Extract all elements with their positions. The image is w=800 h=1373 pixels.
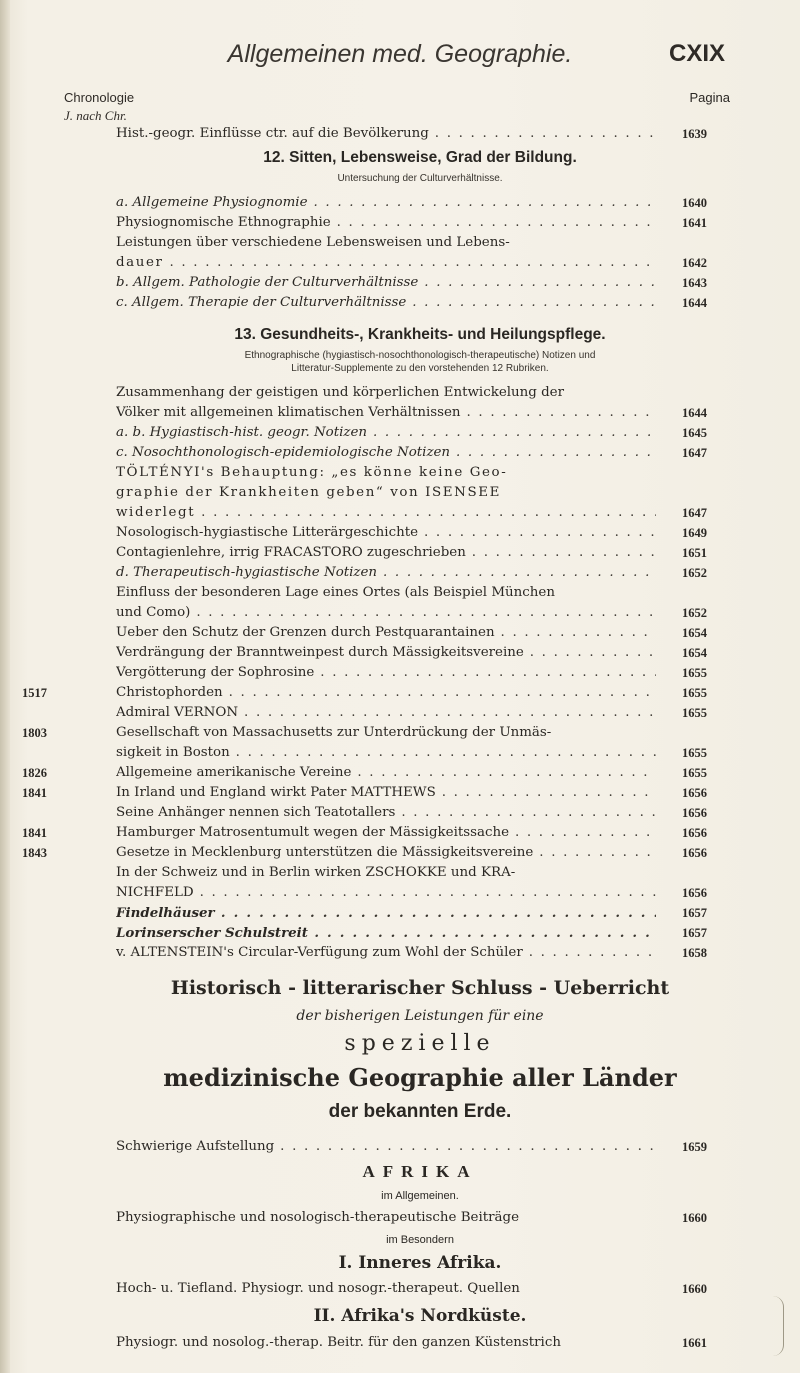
entry-text: Seine Anhänger nennen sich Teatotallers . . . — [116, 803, 656, 823]
entry-page: 1660 — [682, 1211, 707, 1225]
entry-text: widerlegt . . . — [116, 503, 656, 523]
toc-entry — [0, 903, 800, 923]
era-label: J. nach Chr. — [64, 108, 127, 123]
toc-entry — [0, 603, 800, 623]
entry-text: Physiognomische Ethnographie . . . — [116, 213, 656, 233]
toc-entry — [0, 783, 800, 803]
toc-entry — [0, 193, 800, 213]
entry-text: Gesellschaft von Massachusetts zur Unterdrückung der Unmäs- — [116, 725, 552, 740]
entry-text: sigkeit in Boston . . . — [116, 743, 656, 763]
africa-general-label: im Allgemeinen. — [381, 1190, 459, 1202]
toc-entry — [0, 623, 800, 643]
toc-entry — [0, 643, 800, 663]
entry-page: 1652 — [682, 566, 707, 580]
entry-text: Zusammenhang der geistigen und körperlichen Entwickelung der — [116, 385, 564, 400]
toc-entry — [0, 743, 800, 763]
entry-page: 1649 — [682, 526, 707, 540]
entry-page: 1652 — [682, 606, 707, 620]
entry-page: 1643 — [682, 276, 707, 290]
entry-text: und Como) . . . — [116, 603, 656, 623]
toc-entry — [0, 233, 800, 253]
entry-text: In der Schweiz und in Berlin wirken ZSCHOKKE und KRA- — [116, 865, 516, 880]
entry-text: Schwierige Aufstellung . . . — [116, 1137, 656, 1157]
toc-entry — [0, 383, 800, 403]
entry-text: c. Allgem. Therapie der Culturverhältnisse . . . — [116, 293, 656, 313]
entry-page: 1655 — [682, 666, 707, 680]
toc-entry — [0, 403, 800, 423]
entry-text: a. b. Hygiastisch-hist. geogr. Notizen . . . — [116, 423, 656, 443]
toc-entry — [0, 423, 800, 443]
section-13-subtitle-2: Litteratur-Supplemente zu den vorstehenden 12 Rubriken. — [291, 363, 549, 374]
section-12-subtitle: Untersuchung der Culturverhältnisse. — [337, 173, 503, 184]
entry-page: 1656 — [682, 826, 707, 840]
entry-page: 1656 — [682, 786, 707, 800]
toc-entry — [0, 443, 800, 463]
entry-page: 1654 — [682, 626, 707, 640]
entry-year: 1517 — [22, 686, 47, 700]
entry-text: Allgemeine amerikanische Vereine . . . — [116, 763, 656, 783]
section-13-title: 13. Gesundheits-, Krankheits- und Heilungspflege. — [234, 326, 606, 343]
entry-text: Nosologisch-hygiastische Litterärgeschichte . . . — [116, 523, 656, 543]
entry-text: Hoch- u. Tiefland. Physiogr. und nosogr.-therapeut. Quellen — [116, 1281, 520, 1296]
entry-page: 1644 — [682, 406, 707, 420]
toc-entry — [0, 803, 800, 823]
entry-page: 1651 — [682, 546, 707, 560]
entry-text: Physiographische und nosologisch-therapeutische Beiträge — [116, 1210, 520, 1225]
entry-page: 1645 — [682, 426, 707, 440]
toc-entry — [0, 213, 800, 233]
entry-year: 1803 — [22, 726, 47, 740]
toc-entry — [0, 124, 800, 144]
entry-text: Verdrängung der Branntweinpest durch Mässigkeitsvereine . . . — [116, 643, 656, 663]
entry-page: 1660 — [682, 1282, 707, 1296]
toc-entry — [0, 823, 800, 843]
entry-text: Contagienlehre, irrig FRACASTORO zugeschrieben . . . — [116, 543, 656, 563]
toc-entry — [0, 683, 800, 703]
entry-text: Ueber den Schutz der Grenzen durch Pestquarantainen . . . — [116, 623, 656, 643]
toc-entry — [0, 1331, 800, 1355]
entry-page: 1655 — [682, 746, 707, 760]
toc-entry — [0, 503, 800, 523]
entry-page: 1655 — [682, 766, 707, 780]
entry-page: 1644 — [682, 296, 707, 310]
toc-entry — [0, 663, 800, 683]
entry-page: 1657 — [682, 906, 707, 920]
toc-entry — [0, 923, 800, 943]
entry-page: 1647 — [682, 446, 707, 460]
entry-text: Vergötterung der Sophrosine . . . — [116, 663, 656, 683]
africa-special-label: im Besondern — [386, 1234, 454, 1246]
entry-text: b. Allgem. Pathologie der Culturverhältnisse . . . — [116, 273, 656, 293]
toc-entry — [0, 583, 800, 603]
toc-entry — [0, 1277, 800, 1301]
toc-entry — [0, 1205, 800, 1231]
entry-year: 1843 — [22, 846, 47, 860]
entry-text: Hamburger Matrosentumult wegen der Mässigkeitssache . . . — [116, 823, 656, 843]
page-number-roman: CXIX — [668, 40, 725, 67]
entry-year: 1841 — [22, 786, 47, 800]
entry-page: 1655 — [682, 706, 707, 720]
toc-entry — [0, 1137, 800, 1157]
toc-entry — [0, 943, 800, 963]
toc-entry — [0, 843, 800, 863]
margin-brace — [773, 1296, 784, 1356]
entry-text: dauer . . . — [116, 253, 656, 273]
entry-text: v. ALTENSTEIN's Circular-Verfügung zum Wohl der Schüler . . . — [116, 943, 656, 963]
entry-page: 1659 — [682, 1140, 707, 1154]
entry-page: 1654 — [682, 646, 707, 660]
toc-entry — [0, 883, 800, 903]
toc-entry — [0, 723, 800, 743]
toc-entry — [0, 763, 800, 783]
toc-entry — [0, 293, 800, 313]
entry-page: 1658 — [682, 946, 707, 960]
toc-content — [0, 124, 800, 1355]
entry-text: Physiogr. und nosolog.-therap. Beitr. für den ganzen Küstenstrich — [116, 1335, 561, 1350]
closing-title-line4: medizinische Geographie aller Länder — [163, 1063, 677, 1092]
entry-text: d. Therapeutisch-hygiastische Notizen . . . — [116, 563, 656, 583]
entry-page: 1657 — [682, 926, 707, 940]
entry-page: 1641 — [682, 216, 707, 230]
toc-entry — [0, 523, 800, 543]
toc-entry — [0, 253, 800, 273]
toc-entry — [0, 863, 800, 883]
entry-text: NICHFELD . . . — [116, 883, 656, 903]
toc-entry — [0, 543, 800, 563]
entry-page: 1640 — [682, 196, 707, 210]
entry-text: Findelhäuser . . . — [116, 903, 656, 923]
part-2-title: II. Afrika's Nordküste. — [313, 1306, 527, 1326]
part-1-title: I. Inneres Afrika. — [338, 1253, 502, 1273]
africa-heading: AFRIKA — [362, 1162, 478, 1181]
entry-text: Christophorden . . . — [116, 683, 656, 703]
toc-entry — [0, 483, 800, 503]
entry-text: graphie der Krankheiten geben“ von ISENSEE — [116, 485, 502, 500]
entry-page: 1656 — [682, 806, 707, 820]
entry-text: a. Allgemeine Physiognomie . . . — [116, 193, 656, 213]
entry-page: 1639 — [682, 127, 707, 141]
closing-title-line5: der bekannten Erde. — [328, 1101, 512, 1122]
chronology-label: Chronologie — [64, 90, 135, 105]
section-12-title: 12. Sitten, Lebensweise, Grad der Bildung. — [263, 149, 577, 166]
entry-text: c. Nosochthonologisch-epidemiologische Notizen . . . — [116, 443, 656, 463]
entry-year: 1841 — [22, 826, 47, 840]
entry-page: 1647 — [682, 506, 707, 520]
entry-page: 1656 — [682, 886, 707, 900]
page-header — [0, 40, 800, 76]
entry-page: 1656 — [682, 846, 707, 860]
closing-title-line3: spezielle — [344, 1031, 496, 1056]
toc-entry — [0, 703, 800, 723]
section-13-subtitle-1: Ethnographische (hygiastisch-nosochthonologisch-therapeutische) Notizen und — [244, 350, 596, 361]
pagina-label: Pagina — [689, 90, 730, 105]
entry-text: Gesetze in Mecklenburg unterstützen die Mässigkeitsvereine . . . — [116, 843, 656, 863]
entry-text: Lorinserscher Schulstreit . . . — [116, 923, 656, 943]
entry-year: 1826 — [22, 766, 47, 780]
entry-page: 1661 — [682, 1336, 707, 1350]
entry-text: Hist.-geogr. Einflüsse ctr. auf die Bevölkerung . . . — [116, 124, 656, 144]
entry-page: 1655 — [682, 686, 707, 700]
entry-text: TÖLTÉNYI's Behauptung: „es könne keine Geo- — [116, 465, 508, 480]
toc-entry — [0, 463, 800, 483]
running-head: Allgemeinen med. Geographie. — [227, 40, 573, 68]
entry-text: Völker mit allgemeinen klimatischen Verhältnissen . . . — [116, 403, 656, 423]
closing-title-line2: der bisherigen Leistungen für eine — [296, 1008, 544, 1024]
closing-title-line1: Historisch - litterarischer Schluss - Ueberricht — [170, 977, 670, 999]
entry-text: Leistungen über verschiedene Lebensweisen und Lebens- — [116, 235, 510, 250]
toc-entry — [0, 273, 800, 293]
entry-text: Einfluss der besonderen Lage eines Ortes (als Beispiel München — [116, 585, 555, 600]
entry-text: In Irland und England wirkt Pater MATTHEWS . . . — [116, 783, 656, 803]
toc-entry — [0, 563, 800, 583]
entry-page: 1642 — [682, 256, 707, 270]
entry-text: Admiral VERNON . . . — [116, 703, 656, 723]
